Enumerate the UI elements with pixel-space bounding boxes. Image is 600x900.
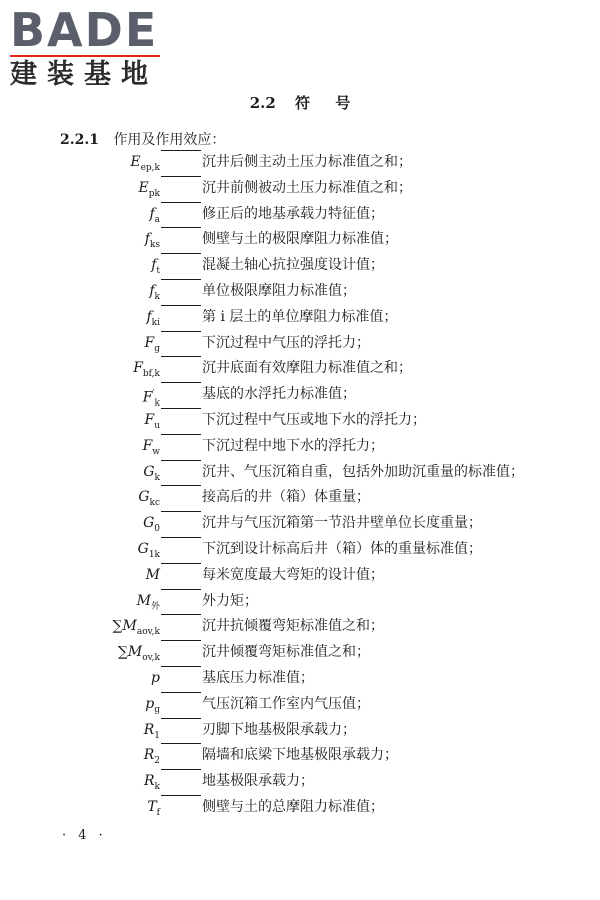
- symbol-letter: f: [146, 308, 152, 325]
- symbol-description: 隔墙和底梁下地基极限承载力；: [202, 747, 398, 764]
- symbol-description: 沉井抗倾覆弯矩标准值之和；: [202, 618, 384, 635]
- symbol-letter: T: [147, 798, 157, 815]
- symbol-letter: F: [144, 411, 155, 428]
- symbol-description: 下沉到设计标高后井（箱）体的重量标准值；: [202, 540, 482, 557]
- symbol-letter: f: [149, 282, 155, 299]
- symbol-subscript: ep,k: [140, 162, 160, 173]
- symbol-description: 基底压力标准值；: [202, 669, 314, 686]
- em-dash-separator: [161, 382, 201, 407]
- em-dash-separator: [161, 434, 201, 459]
- symbol-description: 基底的水浮托力标准值；: [202, 386, 356, 403]
- symbol: [0, 150, 160, 176]
- symbol-row: [0, 666, 600, 692]
- symbol-subscript: 1k: [148, 549, 160, 560]
- symbol-subscript: u: [154, 420, 160, 431]
- symbol-subscript: a: [154, 214, 160, 225]
- symbol: [0, 434, 160, 460]
- symbol-row: [0, 305, 600, 331]
- em-dash-separator: [161, 743, 201, 768]
- logo-brand-text: BADE: [10, 3, 159, 57]
- symbol-letter: f: [144, 231, 150, 248]
- symbol-description: 地基极限承载力；: [202, 773, 314, 790]
- symbol-subscript: w: [152, 446, 160, 457]
- symbol: [0, 202, 160, 228]
- em-dash-separator: [161, 227, 201, 252]
- symbol-subscript: kc: [149, 498, 160, 509]
- em-dash-separator: [161, 176, 201, 201]
- symbol-letter: ∑M: [112, 618, 137, 635]
- symbol: [0, 485, 160, 511]
- symbol-subscript: pk: [148, 188, 160, 199]
- symbol-row: [0, 563, 600, 589]
- symbol-row: [0, 150, 600, 176]
- symbol: [0, 769, 160, 795]
- symbol: [0, 382, 160, 408]
- symbol-row: [0, 485, 600, 511]
- symbol-letter: F: [142, 437, 153, 454]
- symbol-description: 沉井与气压沉箱第一节沿井壁单位长度重量；: [202, 515, 482, 532]
- title-char-1: 符: [295, 94, 311, 112]
- symbol: [0, 537, 160, 563]
- em-dash-separator: [161, 640, 201, 665]
- symbol-letter: f: [151, 257, 157, 274]
- symbol-row: [0, 279, 600, 305]
- symbol: [0, 640, 160, 666]
- symbol: [0, 589, 160, 615]
- symbol-row: [0, 331, 600, 357]
- symbol-description: 侧壁与土的总摩阻力标准值；: [202, 798, 384, 815]
- em-dash-separator: [161, 202, 201, 227]
- symbol-row: [0, 511, 600, 537]
- symbol-row: [0, 718, 600, 744]
- symbol-row: [0, 640, 600, 666]
- em-dash-separator: [161, 485, 201, 510]
- symbol: [0, 743, 160, 769]
- symbol-subscript: k: [154, 291, 160, 302]
- symbol: [0, 563, 160, 589]
- symbol-subscript: t: [156, 265, 160, 276]
- symbol-subscript: f: [156, 807, 160, 818]
- symbol-row: [0, 382, 600, 408]
- symbol-subscript: aov,k: [136, 627, 160, 638]
- symbol-letter: F: [144, 334, 155, 351]
- symbol-letter: R: [143, 747, 155, 764]
- symbol-letter: F: [133, 360, 143, 377]
- logo-brand: [10, 3, 185, 57]
- symbol-prime: ′: [152, 389, 155, 400]
- em-dash-separator: [161, 563, 201, 588]
- symbol-description: 混凝土轴心抗拉强度设计值；: [202, 257, 384, 274]
- symbol-description: 下沉过程中气压或地下水的浮托力；: [202, 411, 426, 428]
- symbol-letter: G: [137, 540, 149, 557]
- symbol-subscript: 0: [154, 523, 160, 534]
- em-dash-separator: [161, 795, 201, 820]
- symbol-description: 沉井底面有效摩阻力标准值之和；: [202, 360, 412, 377]
- symbol-subscript: g: [154, 704, 160, 715]
- symbol: [0, 356, 160, 382]
- symbol-subscript: 外: [150, 601, 160, 612]
- symbol-row: [0, 614, 600, 640]
- symbol-description: 沉井后侧主动土压力标准值之和；: [202, 154, 412, 170]
- symbol-letter: G: [143, 463, 155, 480]
- symbol-row: [0, 227, 600, 253]
- symbol-subscript: ki: [151, 317, 160, 328]
- symbol-description: 下沉过程中地下水的浮托力；: [202, 437, 384, 454]
- symbol-subscript: bf,k: [142, 369, 160, 380]
- symbol-row: [0, 692, 600, 718]
- symbol-row: [0, 460, 600, 486]
- symbol-row: [0, 743, 600, 769]
- symbol-subscript: k: [154, 398, 160, 409]
- em-dash-separator: [161, 614, 201, 639]
- symbol-letter: E: [130, 154, 141, 170]
- symbol-description: 修正后的地基承载力特征值；: [202, 205, 384, 222]
- em-dash-separator: [161, 408, 201, 433]
- symbol-description: 每米宽度最大弯矩的设计值；: [202, 566, 384, 583]
- symbol: [0, 408, 160, 434]
- symbol: [0, 718, 160, 744]
- symbol: [0, 666, 160, 692]
- symbol-row: [0, 408, 600, 434]
- section-number: 2.2.1: [60, 132, 99, 148]
- symbol: [0, 460, 160, 486]
- symbol-row: [0, 176, 600, 202]
- symbol-description: 沉井前侧被动土压力标准值之和；: [202, 179, 412, 196]
- em-dash-separator: [161, 150, 201, 175]
- em-dash-separator: [161, 460, 201, 485]
- symbol-row: [0, 253, 600, 279]
- em-dash-separator: [161, 666, 201, 691]
- em-dash-separator: [161, 279, 201, 304]
- em-dash-separator: [161, 511, 201, 536]
- em-dash-separator: [161, 537, 201, 562]
- symbol-description: 下沉过程中气压的浮托力；: [202, 334, 370, 351]
- symbol-letter: p: [145, 695, 155, 712]
- symbol-definition-list: [0, 150, 600, 821]
- symbol-subscript: ks: [149, 240, 160, 251]
- symbol-letter: p: [151, 669, 160, 686]
- em-dash-separator: [161, 253, 201, 278]
- symbol-description: 沉井倾覆弯矩标准值之和；: [202, 644, 370, 661]
- symbol-row: [0, 769, 600, 795]
- symbol-letter: M: [136, 592, 151, 609]
- symbol-description: 第 i 层土的单位摩阻力标准值；: [202, 308, 398, 325]
- symbol-description: 接高后的井（箱）体重量；: [202, 489, 370, 506]
- symbol-subscript: g: [154, 343, 160, 354]
- symbol-letter: f: [149, 205, 155, 222]
- section-title: 作用及作用效应：: [113, 132, 226, 148]
- symbol-subscript: k: [154, 472, 160, 483]
- symbol-row: [0, 537, 600, 563]
- em-dash-separator: [161, 589, 201, 614]
- symbol-letter: E: [138, 179, 149, 196]
- symbol: [0, 253, 160, 279]
- symbol: [0, 279, 160, 305]
- symbol: [0, 795, 160, 821]
- page-title: [0, 92, 600, 113]
- em-dash-separator: [161, 769, 201, 794]
- symbol-description: 沉井、气压沉箱自重，包括外加助沉重量的标准值；: [202, 463, 524, 480]
- symbol-letter: G: [143, 515, 155, 532]
- symbol-letter: G: [138, 489, 150, 506]
- symbol-subscript: 2: [154, 756, 160, 767]
- symbol-description: 外力矩；: [202, 592, 258, 609]
- symbol: [0, 692, 160, 718]
- symbol-row: [0, 356, 600, 382]
- symbol-description: 刃脚下地基极限承载力；: [202, 721, 356, 738]
- symbol: [0, 511, 160, 537]
- symbol-description: 侧壁与土的极限摩阻力标准值；: [202, 231, 398, 248]
- symbol: [0, 227, 160, 253]
- bade-logo: [10, 3, 185, 90]
- symbol-subscript: k: [154, 781, 160, 792]
- symbol-subscript: 1: [154, 730, 160, 741]
- symbol-letter: M: [145, 566, 160, 583]
- em-dash-separator: [161, 305, 201, 330]
- symbol: [0, 305, 160, 331]
- symbol-row: [0, 202, 600, 228]
- symbol-description: 单位极限摩阻力标准值；: [202, 282, 356, 299]
- symbol-letter: R: [143, 721, 155, 738]
- logo-subtitle: 建装基地: [10, 59, 158, 90]
- symbol-row: [0, 795, 600, 821]
- page-number: · 4 ·: [62, 828, 107, 843]
- em-dash-separator: [161, 718, 201, 743]
- title-number: 2.2: [249, 94, 276, 112]
- symbol-row: [0, 589, 600, 615]
- symbol-letter: R: [143, 773, 155, 790]
- symbol-letter: F: [142, 389, 153, 406]
- symbol: [0, 176, 160, 202]
- symbol-description: 气压沉箱工作室内气压值；: [202, 695, 370, 712]
- symbol-row: [0, 434, 600, 460]
- symbol-subscript: ov,k: [142, 652, 160, 663]
- symbol: [0, 614, 160, 640]
- em-dash-separator: [161, 331, 201, 356]
- em-dash-separator: [161, 692, 201, 717]
- em-dash-separator: [161, 356, 201, 381]
- symbol: [0, 331, 160, 357]
- section-heading: [60, 129, 225, 149]
- symbol-letter: ∑M: [117, 644, 143, 661]
- title-char-2: 号: [335, 94, 351, 112]
